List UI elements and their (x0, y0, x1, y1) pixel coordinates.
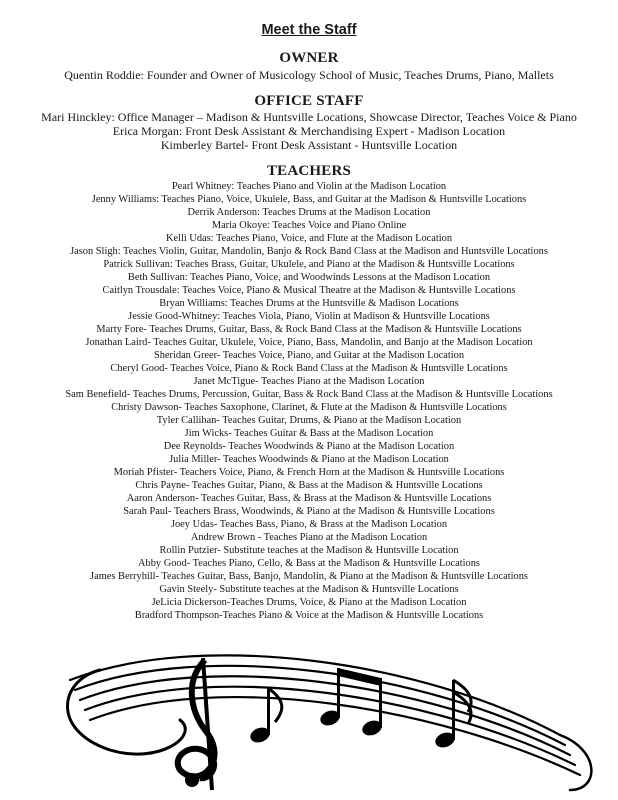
teacher-line: Jessie Good-Whitney: Teaches Viola, Piano, Violin at Madison & Huntsville Locations (128, 311, 490, 322)
teacher-line: Jason Sligh: Teaches Violin, Guitar, Mandolin, Banjo & Rock Band Class at the Madison and Huntsville Locations (70, 246, 548, 257)
teacher-line: Bryan Williams: Teaches Drums at the Huntsville & Madison Locations (159, 298, 459, 309)
office-staff-line: Mari Hinckley: Office Manager – Madison & Huntsville Locations, Showcase Director, Teaches Voice & Piano (41, 110, 577, 124)
teacher-line: Andrew Brown - Teaches Piano at the Madison Location (190, 532, 428, 543)
owner-heading: OWNER (279, 50, 339, 66)
teacher-line: Beth Sullivan: Teaches Piano, Voice, and Woodwinds Lessons at the Madison Location (127, 272, 491, 283)
teacher-line: Kelli Udas: Teaches Piano, Voice, and Flute at the Madison Location (165, 233, 453, 244)
teacher-line: Chris Payne- Teaches Guitar, Piano, & Bass at the Madison & Huntsville Locations (135, 480, 483, 491)
music-staff-clipart-icon (0, 640, 618, 800)
teacher-line: Jim Wicks- Teaches Guitar & Bass at the Madison Location (184, 428, 434, 439)
office-staff-heading: OFFICE STAFF (254, 93, 364, 109)
teacher-line: Derrik Anderson: Teaches Drums at the Madison Location (187, 207, 431, 218)
teacher-line: Caitlyn Trousdale: Teaches Voice, Piano & Musical Theatre at the Madison & Huntsville Locations (102, 285, 516, 296)
teacher-line: Jonathan Laird- Teaches Guitar, Ukulele, Voice, Piano, Bass, Mandolin, and Banjo at the Madison Location (85, 337, 533, 348)
teacher-line: Tyler Callihan- Teaches Guitar, Drums, & Piano at the Madison Location (156, 415, 462, 426)
teachers-heading: TEACHERS (266, 163, 352, 179)
owner-line: Quentin Roddie: Founder and Owner of Musicology School of Music, Teaches Drums, Piano, Mallets (64, 68, 554, 82)
teacher-line: Patrick Sullivan: Teaches Brass, Guitar, Ukulele, and Piano at the Madison & Huntsville Locations (103, 259, 515, 270)
teacher-line: Christy Dawson- Teaches Saxophone, Clarinet, & Flute at the Madison & Huntsville Locations (111, 402, 507, 413)
teacher-line: Joey Udas- Teaches Bass, Piano, & Brass at the Madison Location (170, 519, 448, 530)
teacher-line: Sarah Paul- Teachers Brass, Woodwinds, & Piano at the Madison & Huntsville Locations (123, 506, 495, 517)
teacher-line: Janet McTigue- Teaches Piano at the Madison Location (193, 376, 425, 387)
teacher-line: Moriah Pfister- Teachers Voice, Piano, & French Horn at the Madison & Huntsville Locations (113, 467, 505, 478)
teacher-line: Bradford Thompson-Teaches Piano & Voice at the Madison & Huntsville Locations (134, 610, 484, 621)
teachers-list (0, 180, 618, 622)
office-staff-line: Kimberley Bartel- Front Desk Assistant - Huntsville Location (160, 138, 458, 152)
teacher-line: Pearl Whitney: Teaches Piano and Violin at the Madison Location (171, 181, 447, 192)
office-staff-line: Erica Morgan: Front Desk Assistant & Merchandising Expert - Madison Location (112, 124, 506, 138)
teacher-line: Jenny Williams: Teaches Piano, Voice, Ukulele, Bass, and Guitar at the Madison & Huntsville Locations (91, 194, 527, 205)
teacher-line: Marty Fore- Teaches Drums, Guitar, Bass, & Rock Band Class at the Madison & Huntsville Locations (96, 324, 522, 335)
teacher-line: Dee Reynolds- Teaches Woodwinds & Piano at the Madison Location (163, 441, 455, 452)
teacher-line: Rollin Putzier- Substitute teaches at the Madison & Huntsville Location (159, 545, 459, 556)
teacher-line: James Berryhill- Teaches Guitar, Bass, Banjo, Mandolin, & Piano at the Madison & Huntsville Locations (90, 571, 528, 582)
teacher-line: Julia Miller- Teaches Woodwinds & Piano at the Madison Location (169, 454, 449, 465)
teacher-line: Gavin Steely- Substitute teaches at the Madison & Huntsville Locations (159, 584, 459, 595)
teacher-line: JeLicia Dickerson-Teaches Drums, Voice, & Piano at the Madison Location (151, 597, 467, 608)
teacher-line: Cheryl Good- Teaches Voice, Piano & Rock Band Class at the Madison & Huntsville Locations (110, 363, 508, 374)
teacher-line: Sheridan Greer- Teaches Voice, Piano, and Guitar at the Madison Location (153, 350, 465, 361)
teacher-line: Maria Okoye: Teaches Voice and Piano Online (211, 220, 407, 231)
teacher-line: Aaron Anderson- Teaches Guitar, Bass, & Brass at the Madison & Huntsville Locations (126, 493, 492, 504)
teacher-line: Abby Good- Teaches Piano, Cello, & Bass at the Madison & Huntsville Locations (138, 558, 480, 569)
page-title: Meet the Staff (261, 22, 357, 38)
teacher-line: Sam Benefield- Teaches Drums, Percussion, Guitar, Bass & Rock Band Class at the Madison & Huntsville Locations (65, 389, 553, 400)
